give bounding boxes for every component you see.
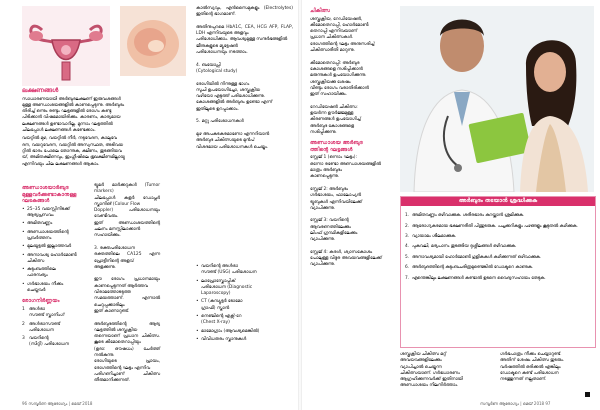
prevention-tips-box [400, 196, 596, 348]
tip-item: 5. അനാവശ്യമായി ഹോർമോൺ ഗുളികകൾ കഴിക്കുന്നത് ഒഴിവാക്കുക. [405, 254, 542, 260]
list-item: • CT (കമ്പ്യൂട്ടർ ടോമോ ഗ്രാഫി) സ്കാൻ [196, 299, 293, 312]
symptoms-heading: ലക്ഷണങ്ങൾ [22, 87, 59, 94]
middle-column-text: ട്യൂമർ മാർക്കറുകൾ (Tumor markers) ചിലപ്പോൾ കളർ ഡോപ്ലർ സ്കാനിങ് (Colour Flow Doppler) പരിശോധനയും വേണ്ടിവരും. ഇത് അണ്ഡാശയത്തിന്റെ ചലനം മനസ്സിലാക്കാൻ സഹായിക്കും. 3. രക്തപരിശോധന രക്തത്തിലെ CA125 എന്ന പ്രോട്ടീനിന്റെ അളവ് അളക്കുന്നു. ഈ രോഗം പ്രധാനമായും കാണപ്പെടുന്നത് ആർത്തവ വിരാമത്തോടടുത്ത സമയത്താണ്. എന്നാൽ ചെറുപ്പക്കാരിലും ഇത് കാണാറുണ്ട്. അർബുദത്തിന്റെ ആദ്യ ഘട്ടത്തിൽ ശസ്ത്രക്രിയ തന്നെയാണ് പ്രധാന ചികിത്സ. കൂടെ കീമോതെറാപ്പിയും (ഉദാ: ഔഷധം) ചേർത്ത് നൽകുന്നു. രോഗിയുടെ പ്രായം, രോഗത്തിന്റെ ഘട്ടം എന്നിവ പരിഗണിച്ചാണ് ചികിത്സ തീരുമാനിക്കുന്നത്. [94, 183, 160, 384]
tips-list [401, 206, 595, 282]
doctor-patient-photo-icon [400, 6, 594, 192]
list-item: • കുടുംബത്തിലെ പാരമ്പര്യം [22, 267, 88, 280]
tip-item: 7. എന്തെങ്കിലും ലക്ഷണങ്ങൾ കണ്ടാൽ ഉടനെ വൈദ്യസഹായം തേടുക. [405, 275, 546, 281]
list-item: • വിവിധതരം സ്കാനുകൾ [196, 337, 293, 343]
diagnosis-heading: രോഗനിർണ്ണയം [22, 298, 60, 305]
stages-text: സ്റ്റേജ് 1 (ഒന്നാം ഘട്ടം): ഒന്നോ രണ്ടോ അണ്ഡാശയങ്ങളിൽ മാത്രം അർബുദം കാണപ്പെടുന്നു. സ്റ്റേജ് 2: അർബുദം ഗർഭാശയം, ഫാലോപ്യൻ ട്യൂബുകൾ എന്നിവയിലേക്ക് വ്യാപിക്കുന്നു. സ്റ്റേജ് 3: വയറിന്റെ ആവരണത്തിലേക്കും ലിംഫ് ഗ്രന്ഥികളിലേക്കും വ്യാപിക്കുന്നു. സ്റ്റേജ് 4: കരൾ, ശ്വാസകോശം പോലുള്ള വിദൂര അവയവങ്ങളിലേക്ക് വ്യാപിക്കുന്നു. [310, 155, 382, 268]
tip-item: 6. അർബുദത്തിന്റെ കുടുംബചരിത്രമുണ്ടെങ്കിൽ ഡോക്ടറെ കാണുക. [405, 265, 534, 271]
footer-left: 96 സമ്പൂർണ ആരോഗ്യം | മെയ് 2018 [22, 401, 93, 406]
list-item: • അണ്ഡാശയത്തിന്റെ പ്രവർത്തനം [22, 230, 88, 243]
footer-right: സമ്പൂർണ ആരോഗ്യം | മെയ് 2018 97 [480, 401, 551, 406]
list-item: 1 അൾട്രാ സൗണ്ട് സ്കാനിംഗ് [22, 306, 65, 319]
intro-paragraph: സാധാരണയായി അർബുദലക്ഷണ് ഇരുവശങ്ങൾ മുള്ള അണ്ഡാശയങ്ങളിൽ കാണപ്പെടുന്നു. അർബുദം തിരിച്ച് ഒന്നും രണ്ടും ഘട്ടങ്ങളിൽ രോഗം കണ്ടു പിടിക്കാൻ വിഷമമായിരിക്കും. കാരണം, കാര്യമായ ലക്ഷണങ്ങൾ ഉണ്ടാവാറില്ല. മൂന്നാം ഘട്ടത്തിൽ ചിലപ്പോൾ ലക്ഷണങ്ങൾ കണ്ടേക്കാം. [22, 96, 125, 134]
doctor-patient-photo [400, 6, 594, 192]
list-item: • അനാവശ്യ ഹോർമോൺ ചികിത്സ [22, 253, 88, 266]
right-column-text: കാൽസ്യവും, എൻസൈമുകളും (Electrolytes) ഇതിന്റെ ഭാഗമാണ്. അതിനുപുറമെ HbA1C, CEA, HCG AFP, FLAP, LDH എന്നിവയുടെ അളവും പരിശോധിക്കാം. ആവശ്യമുള്ള സന്ദർഭങ്ങളിൽ ജീനുകളുടെ മ്യൂട്ടേഷൻ പരിശോധനയും നടത്താം. 4. ബയോപ്സി (Cytological study) രോഗിയിൽ നിന്നുള്ള ഭാഗം സൂചി ഉപയോഗിച്ചോ, ശസ്ത്രക്രിയ വഴിയോ എടുത്ത് പരിശോധിക്കുന്നു. കോശങ്ങളിൽ അർബുദം ഉണ്ടോ എന്ന് ഇതിലൂടെ ഉറപ്പാക്കാം. 5. മറ്റു പരിശോധനകൾ മുഴ അപകടകരമാണോ എന്നറിയാൻ അർബുദ ചികിത്സയുടെ മുൻപ് വിശദമായ പരിശോധനകൾ ചെയ്യും. [196, 6, 293, 150]
tip-item: 3. വ്യായാമം ശീലമാക്കുക. [405, 234, 457, 240]
intro-paragraph-2: വയറ്റിൽ മുഴ, വയറ്റിൽ നീർ, നടുവേദന, കാലുവേ ദന, വയറുവേദന, വയറ്റിൽ അസ്വസ്ഥത, അടിവയ റ്റിൽ ഭാരം പോലെ തോന്നുക, ക്ഷീണം, തുടങ്ങിയവ യ്, അമിതക്ഷീണവും, ഇംഗ്ലീഷിലെ ഭൂഖക്ഷീണമില്ലായ്മ എന്നിവയും ചില ലക്ഷണങ്ങൾ ആകാം. [22, 136, 125, 167]
bottom-text-a: ശസ്ത്രക്രിയ ചികിത്സ മറ്റ് അവയവങ്ങളിലേക്കും വ്യാപിച്ചാൽ ചെയ്യുന്ന ചികിത്സയാണ്. ഗർഭധാരണം ആഗ്രഹിക്കുന്നവർക്ക് ഇതിനായി അണ്ഡാശയം നിലനിർത്താം. [400, 352, 463, 389]
tip-item: 1. അമിതവണ്ണം ഒഴിവാക്കുക. ശരീരഭാരം കുറയ്ക്കാൻ ശ്രമിക്കുക. [405, 213, 525, 219]
treatment-text: ശസ്ത്രക്രിയ, റേഡിയേഷൻ, കീമോതെറാപ്പി, ഹോർമോൺ തെറാപ്പി എന്നിവയാണ് പ്രധാന ചികിത്സകൾ. രോഗത്തിന്റെ ഘട്ടം അനുസരിച്ച് ചികിത്സാരീതി മാറുന്നു. കീമോതെറാപ്പി: അർബുദ കോശങ്ങളെ നശിപ്പിക്കാൻ മരുന്നുകൾ ഉപയോഗിക്കുന്നു. ശസ്ത്രക്രിയക്കു ശേഷം വീണ്ടും രോഗം വരാതിരിക്കാൻ ഇത് സഹായിക്കും. റേഡിയേഷൻ ചികിത്സ: ഉയർന്ന ഊർജ്ജമുള്ള കിരണങ്ങൾ ഉപയോഗിച്ച് അർബുദ കോശങ്ങളെ നശിപ്പിക്കുന്നു. [310, 16, 375, 135]
uterus-anatomy-icon [22, 6, 110, 86]
page-gutter [298, 0, 302, 410]
tumor-photo [120, 6, 186, 76]
treatment-heading: ചികിത്സ [310, 8, 331, 14]
uterus-illustration [22, 6, 110, 86]
list-item: • അമിതവണ്ണം [22, 221, 88, 227]
stages-heading: അണ്ഡാശയ അർബുദ ത്തിന്റെ ഘട്ടങ്ങൾ [310, 140, 363, 153]
list-item: • ലാപ്രോസ്കോപ്പിക് പരിശോധന (Diagnostic Laparoscopy) [196, 279, 293, 298]
list-item: • ഗർഭാശയം നീക്കം ചെയ്തവർ [22, 282, 88, 295]
list-item: • വയറിന്റെ അൾട്രാ സൗണ്ട് (USG) പരിശോധന [196, 264, 293, 277]
list-item: • മുലയൂട്ടൽ ഇല്ലാത്തവർ [22, 244, 88, 250]
end-mark [585, 392, 590, 397]
list-item: • 25–35 വയസ്സിനിടക്ക് ആദ്യപ്രസവം [22, 207, 88, 220]
list-item: • നെഞ്ചിന്റെ എക്സ്-റേ (Chest X-ray) [196, 314, 293, 327]
tip-item: 2. ആരോഗ്യകരമായ ഭക്ഷണരീതി പിന്തുടരുക. പച്ചക്കറികളും പഴങ്ങളും കൂടുതൽ കഴിക്കുക. [405, 223, 578, 229]
list-item: 2 അൾട്രാസൗണ്ട് പരിശോധന [22, 321, 61, 333]
list-item: • മാമോഗ്രാം (ആവശ്യമെങ്കിൽ) [196, 329, 293, 335]
list-item: 3 വയറിന്റെ (സിറ്റി) പരിശോധന [22, 336, 69, 348]
risk-factors-heading: അണ്ഡാശയാർബുദ മുള്ളവർക്കുണ്ടാകാനുള്ള ഘടകങ്ങൾ [22, 185, 77, 205]
tips-title: അർബുദം തടയാൻ ശ്രദ്ധിക്കുക [401, 197, 595, 206]
tip-item: 4. പുകവലി, മദ്യപാനം തുടങ്ങിയ ദുശ്ശീലങ്ങൾ ഒഴിവാക്കുക. [405, 244, 517, 250]
risk-factors-list [22, 207, 88, 295]
tumor-image-icon [120, 6, 186, 76]
bottom-text-b: ഗർഭപാത്രം നീക്കം ചെയ്യാറുണ്ട്. അതിന് ശേഷം ചികിത്സ തുടരും. വർഷത്തിൽ ഒരിക്കൽ എങ്കിലും ഡോക്ടറെ കണ്ട് പരിശോധന നടത്തുന്നത് നല്ലതാണ്. [500, 352, 565, 383]
